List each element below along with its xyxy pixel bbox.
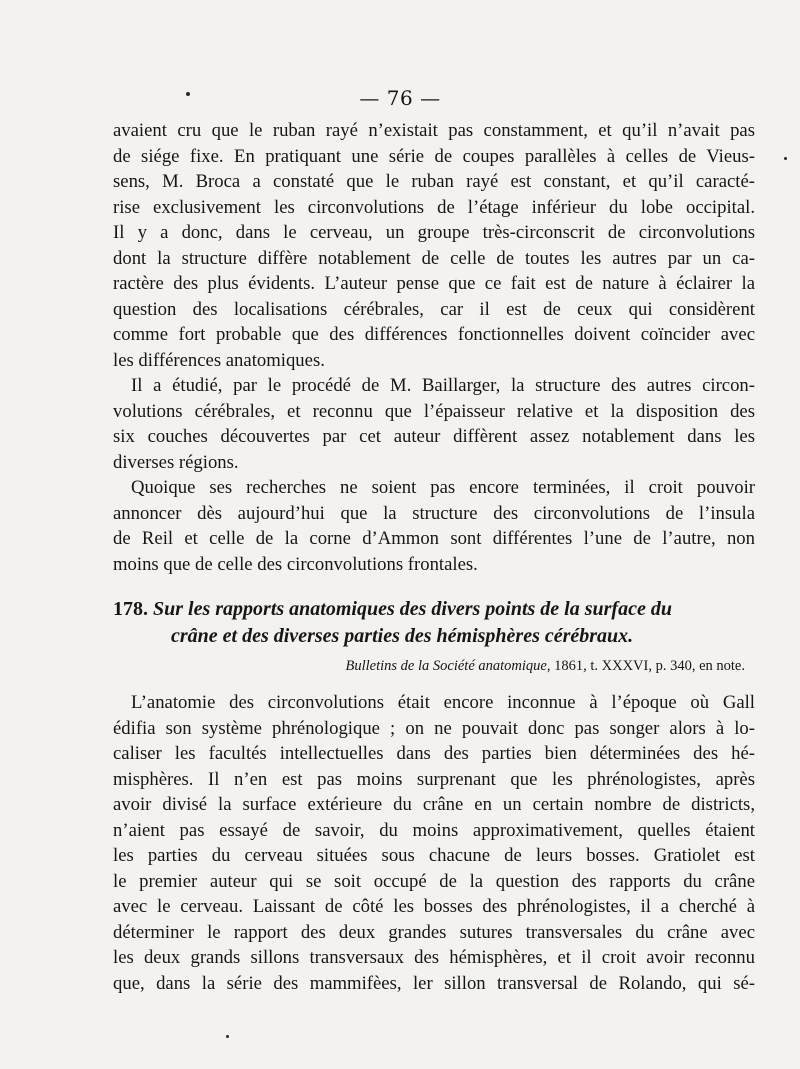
text-line: diverses régions. (113, 451, 239, 473)
text-line: de siége fixe. En pratiquant une série de coupes parallèles à celles de Vieus- (113, 145, 755, 167)
paper-speck (784, 157, 787, 160)
bibliography-entry (113, 596, 755, 676)
paragraph (113, 373, 755, 475)
paragraph (113, 690, 755, 996)
text-line: L’anatomie des circonvolutions était encore inconnue à l’époque où Gall (131, 692, 755, 713)
text-line: avec le cerveau. Laissant de côté les bosses des phrénologistes, il a cherché à (113, 896, 755, 917)
text-line: six couches découvertes par cet auteur diffèrent assez notablement dans les (113, 426, 755, 447)
text-line: caliser les facultés intellectuelles dans des parties bien déterminées des hé- (113, 743, 755, 764)
text-line: avaient cru que le ruban rayé n’existait pas constamment, et qu’il n’avait pas (113, 120, 755, 141)
text-line: Il y a donc, dans le cerveau, un groupe très-circonscrit de circonvolutions (113, 222, 755, 243)
entry-title-line (113, 596, 755, 623)
paper-speck (226, 1035, 229, 1038)
text-line: les deux grands sillons transversaux des hémisphères, et il croit avoir reconnu (113, 947, 755, 968)
page-number: — 76 — (359, 86, 441, 110)
paragraph (113, 475, 755, 577)
text-line: moins que de celle des circonvolutions frontales. (113, 553, 478, 575)
text-line: le premier auteur qui se soit occupé de la question des rapports du crâne (113, 870, 755, 892)
text-line: sens, M. Broca a constaté que le ruban rayé est constant, et qu’il caracté- (113, 171, 755, 192)
text-line: Il a étudié, par le procédé de M. Baillarger, la structure des autres circon- (131, 375, 755, 396)
text-line: de Reil et celle de la corne d’Ammon sont différentes l’une de l’autre, non (113, 528, 755, 549)
paragraph (113, 118, 755, 373)
text-line: comme fort probable que des différences fonctionnelles doivent coïncider avec (113, 324, 755, 345)
text-line: les différences anatomiques. (113, 349, 325, 371)
entry-title-continuation: crâne et des diverses parties des hémisphères cérébraux. (171, 625, 634, 647)
text-line: les parties du cerveau situées sous chacune de leurs bosses. Gratiolet est (113, 845, 755, 866)
citation-source: Bulletins de la Société anatomique, (345, 658, 551, 674)
text-line: misphères. Il n’en est pas moins surprenant que les phrénologistes, après (113, 768, 755, 790)
citation-details: 1861, t. XXXVI, p. 340, en note. (550, 658, 745, 674)
text-line: édifia son système phrénologique ; on ne pouvait donc pas songer alors à lo- (113, 717, 755, 739)
text-line: question des localisations cérébrales, car il est de ceux qui considèrent (113, 298, 755, 320)
body-text-bottom (113, 690, 755, 996)
text-line: annoncer dès aujourd’hui que la structure des circonvolutions de l’insula (113, 502, 755, 524)
citation (113, 656, 755, 676)
text-line: avoir divisé la surface extérieure du crâne en un certain nombre de districts, (113, 794, 755, 815)
text-line: Quoique ses recherches ne soient pas encore terminées, il croit pouvoir (131, 477, 755, 498)
text-line: que, dans la série des mammifèes, ler sillon transversal de Rolando, qui sé- (113, 972, 755, 994)
entry-number: 178. (113, 598, 148, 620)
entry-title-text: Sur les rapports anatomiques des divers points de la surface du (153, 598, 672, 620)
text-line: ractère des plus évidents. L’auteur pense que ce fait est de nature à éclairer la (113, 273, 755, 294)
text-line: rise exclusivement les circonvolutions de l’étage inférieur du lobe occipital. (113, 196, 755, 218)
text-line: déterminer le rapport des deux grandes sutures transversales du crâne avec (113, 921, 755, 943)
text-line: volutions cérébrales, et reconnu que l’épaisseur relative et la disposition des (113, 400, 755, 422)
body-text-top (113, 118, 755, 577)
text-line: n’aient pas essayé de savoir, du moins approximativement, quelles étaient (113, 819, 755, 841)
text-line: dont la structure diffère notablement de celle de toutes les autres par un ca- (113, 247, 755, 269)
